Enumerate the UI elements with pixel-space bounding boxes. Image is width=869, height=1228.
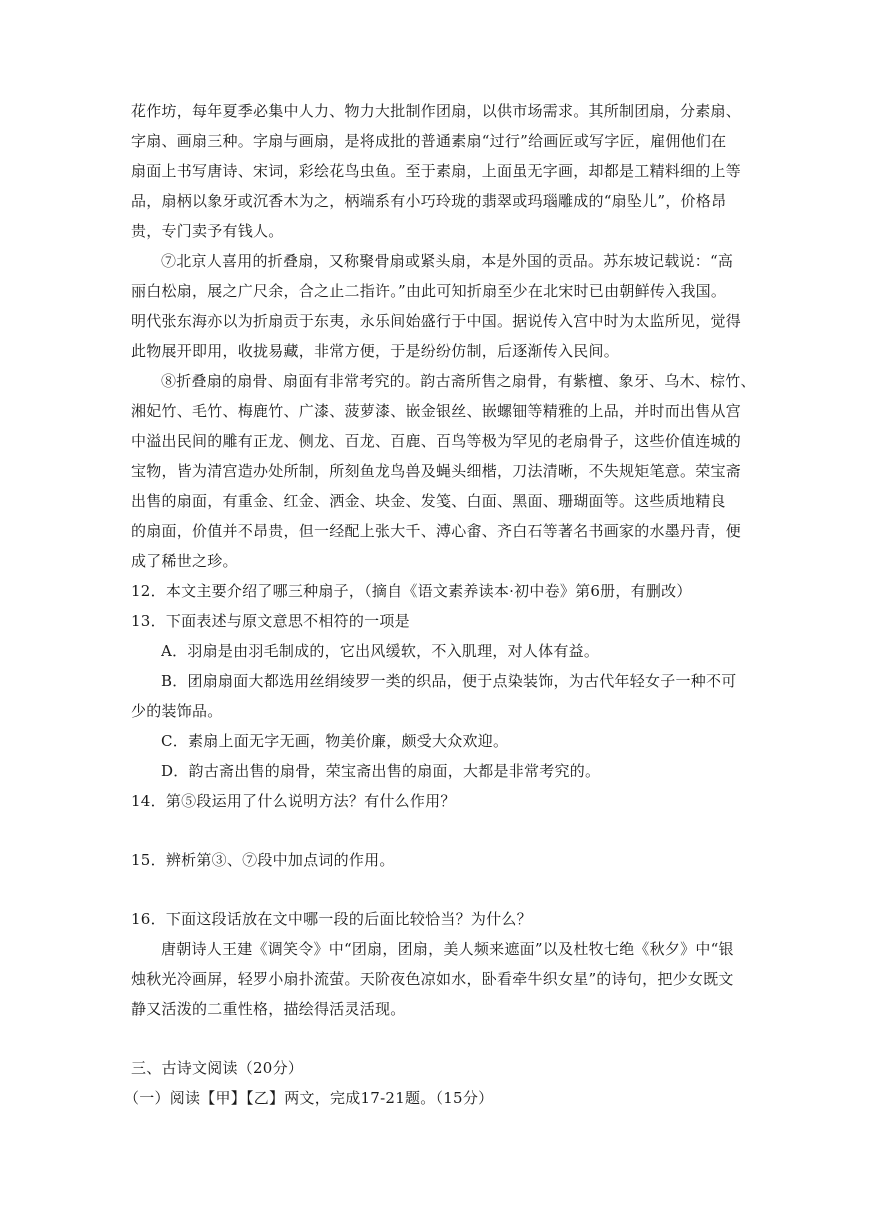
question-16: 16．下面这段话放在文中哪一段的后面比较恰当？为什么？ [131,910,532,928]
text-line: 静又活泼的二重性格，描绘得活灵活现。 [131,1000,406,1018]
text-line: 花作坊，每年夏季必集中人力、物力大批制作团扇，以供市场需求。其所制团扇，分素扇、 [131,102,742,120]
option-a: A．羽扇是由羽毛制成的，它出风缓软，不入肌理，对人体有益。 [161,642,600,660]
option-b: B．团扇扇面大都选用丝绢绫罗一类的织品，便于点染装饰，为古代年轻女子一种不可 [161,672,737,690]
quote-paragraph: 唐朝诗人王建《调笑令》中“团扇，团扇，美人频来遮面”以及杜牧七绝《秋夕》中“银 [161,940,734,958]
text-line: 中溢出民间的雕有正龙、侧龙、百龙、百鹿、百鸟等极为罕见的老扇骨子，这些价值连城的 [131,432,742,450]
paragraph-7-start: ⑦北京人喜用的折叠扇，又称聚骨扇或紧头扇，本是外国的贡品。苏东坡记载说：“高 [161,252,734,270]
text-line: 出售的扇面，有重金、红金、洒金、块金、发笺、白面、黑面、珊瑚面等。这些质地精良 [131,492,726,510]
question-14: 14．第⑤段运用了什么说明方法？有什么作用？ [131,792,456,810]
text-line: 贵，专门卖予有钱人。 [131,222,284,240]
question-12: 12．本文主要介绍了哪三种扇子，（摘自《语文素养读本·初中卷》第6册，有删改） [131,582,692,600]
text-line: 成了稀世之珍。 [131,552,238,570]
text-line: 扇面上书写唐诗、宋词，彩绘花鸟虫鱼。至于素扇，上面虽无字画，却都是工精料细的上等 [131,162,742,180]
option-d: D．韵古斋出售的扇骨，荣宝斋出售的扇面，大都是非常考究的。 [161,762,601,780]
text-line: 此物展开即用，收拢易藏，非常方便，于是纷纷仿制，后逐渐传入民间。 [131,342,620,360]
option-c: C．素扇上面无字无画，物美价廉，颇受大众欢迎。 [161,732,509,750]
text-line: 字扇、画扇三种。字扇与画扇，是将成批的普通素扇“过行”给画匠或写字匠，雇佣他们在 [131,132,727,150]
paragraph-8-start: ⑧折叠扇的扇骨、扇面有非常考究的。韵古斋所售之扇骨，有紫檀、象牙、乌木、棕竹、 [161,372,756,390]
question-13: 13．下面表述与原文意思不相符的一项是 [131,612,410,630]
text-line: 明代张东海亦以为折扇贡于东夷，永乐间始盛行于中国。据说传入宫中时为太监所见，觉得 [131,312,742,330]
text-line: 烛秋光冷画屏，轻罗小扇扑流萤。天阶夜色凉如水，卧看牵牛织女星”的诗句，把少女既文 [131,970,734,988]
section-heading: 三、古诗文阅读（20分） [131,1059,304,1077]
subsection-heading: （一）阅读【甲】【乙】两文，完成17-21题。（15分） [124,1089,494,1107]
text-line: 的扇面，价值并不昂贵，但一经配上张大千、溥心畬、齐白石等著名书画家的水墨丹青，便 [131,522,742,540]
text-line: 湘妃竹、毛竹、梅鹿竹、广漆、菠萝漆、嵌金银丝、嵌螺钿等精雅的上品，并时而出售从宫 [131,402,742,420]
option-b-cont: 少的装饰品。 [131,702,223,720]
question-15: 15．辨析第③、⑦段中加点词的作用。 [131,851,395,869]
text-line: 宝物，皆为清宫造办处所制，所刻鱼龙鸟兽及蝇头细楷，刀法清晰，不失规矩笔意。荣宝斋 [131,462,742,480]
text-line: 品，扇柄以象牙或沉香木为之，柄端系有小巧玲珑的翡翠或玛瑙雕成的“扇坠儿”，价格昂 [131,192,727,210]
text-line: 丽白松扇，展之广尺余，合之止二指许。”由此可知折扇至少在北宋时已由朝鲜传入我国。 [131,282,727,300]
